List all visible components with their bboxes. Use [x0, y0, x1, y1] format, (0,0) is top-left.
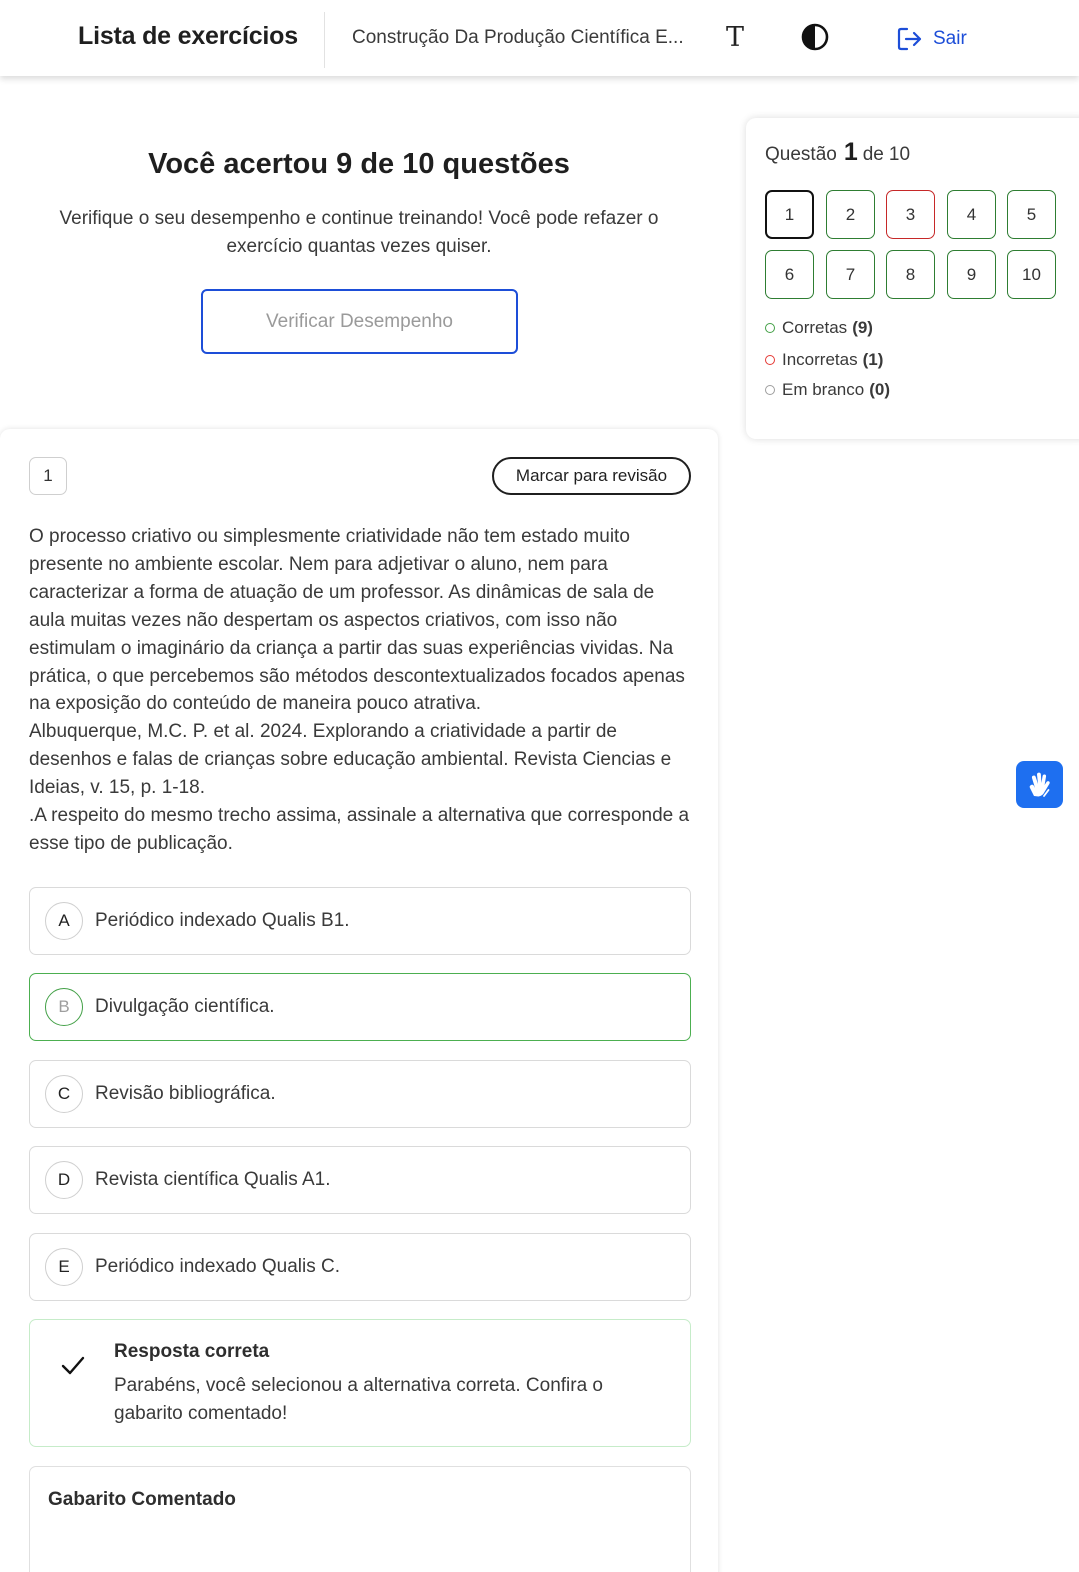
- logout-label: Sair: [933, 28, 967, 49]
- question-prompt: .A respeito do mesmo trecho assima, assinale a alternativa que corresponde a esse tipo de publicação.: [29, 805, 690, 854]
- option-text: Divulgação científica.: [95, 996, 275, 1017]
- option-text: Periódico indexado Qualis B1.: [95, 910, 350, 931]
- option-text: Revisão bibliográfica.: [95, 1083, 276, 1104]
- verify-performance-button[interactable]: Verificar Desempenho: [201, 289, 518, 354]
- commented-answer-title: Gabarito Comentado: [48, 1489, 236, 1510]
- question-nav-4[interactable]: 4: [947, 190, 996, 239]
- sign-language-button[interactable]: [1016, 761, 1063, 808]
- total-questions: 10: [888, 144, 911, 165]
- top-header: [0, 0, 1079, 76]
- legend-label: Em branco: [782, 380, 865, 399]
- check-icon: [60, 1352, 86, 1378]
- sign-language-hands-icon: [1024, 769, 1056, 801]
- option-letter: B: [45, 988, 83, 1026]
- legend-label: Incorretas: [782, 350, 858, 369]
- question-counter-of: de: [862, 144, 884, 165]
- result-subtitle: Verifique o seu desempenho e continue treinando! Você pode refazer o exercício quantas vezes quiser.: [59, 208, 659, 257]
- font-size-icon[interactable]: T: [725, 21, 744, 53]
- legend-count: (1): [862, 350, 884, 369]
- question-nav-1[interactable]: 1: [765, 190, 814, 239]
- question-nav-2[interactable]: 2: [826, 190, 875, 239]
- question-nav-7[interactable]: 7: [826, 250, 875, 299]
- feedback-text: Parabéns, você selecionou a alternativa correta. Confira o gabarito comentado!: [114, 1375, 603, 1424]
- question-navigator: [746, 118, 1079, 439]
- blank-dot-icon: [765, 385, 775, 395]
- question-nav-9[interactable]: 9: [947, 250, 996, 299]
- question-reference: Albuquerque, M.C. P. et al. 2024. Explorando a criatividade a partir de desenhos e falas de crianças sobre educação ambiental. Revista Ciencias e Ideias, v. 15, p. 1-18.: [29, 721, 672, 799]
- option-letter: D: [45, 1161, 83, 1199]
- legend-count: (0): [869, 380, 890, 399]
- feedback-title: Resposta correta: [114, 1341, 270, 1362]
- commented-answer-panel: [29, 1466, 691, 1572]
- option-a[interactable]: [29, 887, 691, 955]
- course-title: Construção Da Produção Científica E...: [352, 27, 684, 48]
- question-nav-3[interactable]: 3: [886, 190, 935, 239]
- option-letter: E: [45, 1248, 83, 1286]
- option-b[interactable]: [29, 973, 691, 1041]
- logout-button[interactable]: [896, 24, 967, 54]
- option-d[interactable]: [29, 1146, 691, 1214]
- header-divider: [324, 12, 325, 68]
- contrast-icon[interactable]: [800, 22, 830, 52]
- mark-for-review-button[interactable]: Marcar para revisão: [492, 457, 691, 495]
- question-counter: [765, 138, 910, 167]
- option-text: Periódico indexado Qualis C.: [95, 1256, 341, 1277]
- answer-feedback: [29, 1319, 691, 1447]
- option-e[interactable]: [29, 1233, 691, 1301]
- question-nav-6[interactable]: 6: [765, 250, 814, 299]
- incorrect-dot-icon: [765, 355, 775, 365]
- correct-dot-icon: [765, 323, 775, 333]
- legend-blank: [765, 380, 890, 400]
- question-nav-8[interactable]: 8: [886, 250, 935, 299]
- question-statement: [29, 523, 691, 858]
- legend-incorrect: [765, 350, 883, 370]
- logout-icon: [896, 25, 924, 53]
- option-letter: C: [45, 1075, 83, 1113]
- question-nav-5[interactable]: 5: [1007, 190, 1056, 239]
- legend-correct: [765, 318, 873, 338]
- app-title: Lista de exercícios: [78, 22, 298, 50]
- current-question: 1: [843, 138, 858, 166]
- question-paragraph: O processo criativo ou simplesmente criatividade não tem estado muito presente no ambiente escolar. Nem para adjetivar o aluno, nem para caracterizar a forma de atuação de um professor. As dinâmicas de sala de aula muitas vezes não despertam os aspectos criativos, com isso não estimulam o imaginário da criança a partir das suas experiências vividas. Na prática, o que percebemos são métodos descontextualizados focados apenas na exposição do conteúdo de maneira pouco atrativa.: [29, 526, 685, 715]
- option-text: Revista científica Qualis A1.: [95, 1169, 331, 1190]
- question-number: 1: [29, 457, 67, 495]
- question-nav-10[interactable]: 10: [1007, 250, 1056, 299]
- option-c[interactable]: [29, 1060, 691, 1128]
- legend-label: Corretas: [782, 318, 848, 337]
- question-counter-label: Questão: [765, 144, 837, 165]
- option-letter: A: [45, 902, 83, 940]
- result-title: Você acertou 9 de 10 questões: [148, 148, 570, 180]
- legend-count: (9): [852, 318, 873, 337]
